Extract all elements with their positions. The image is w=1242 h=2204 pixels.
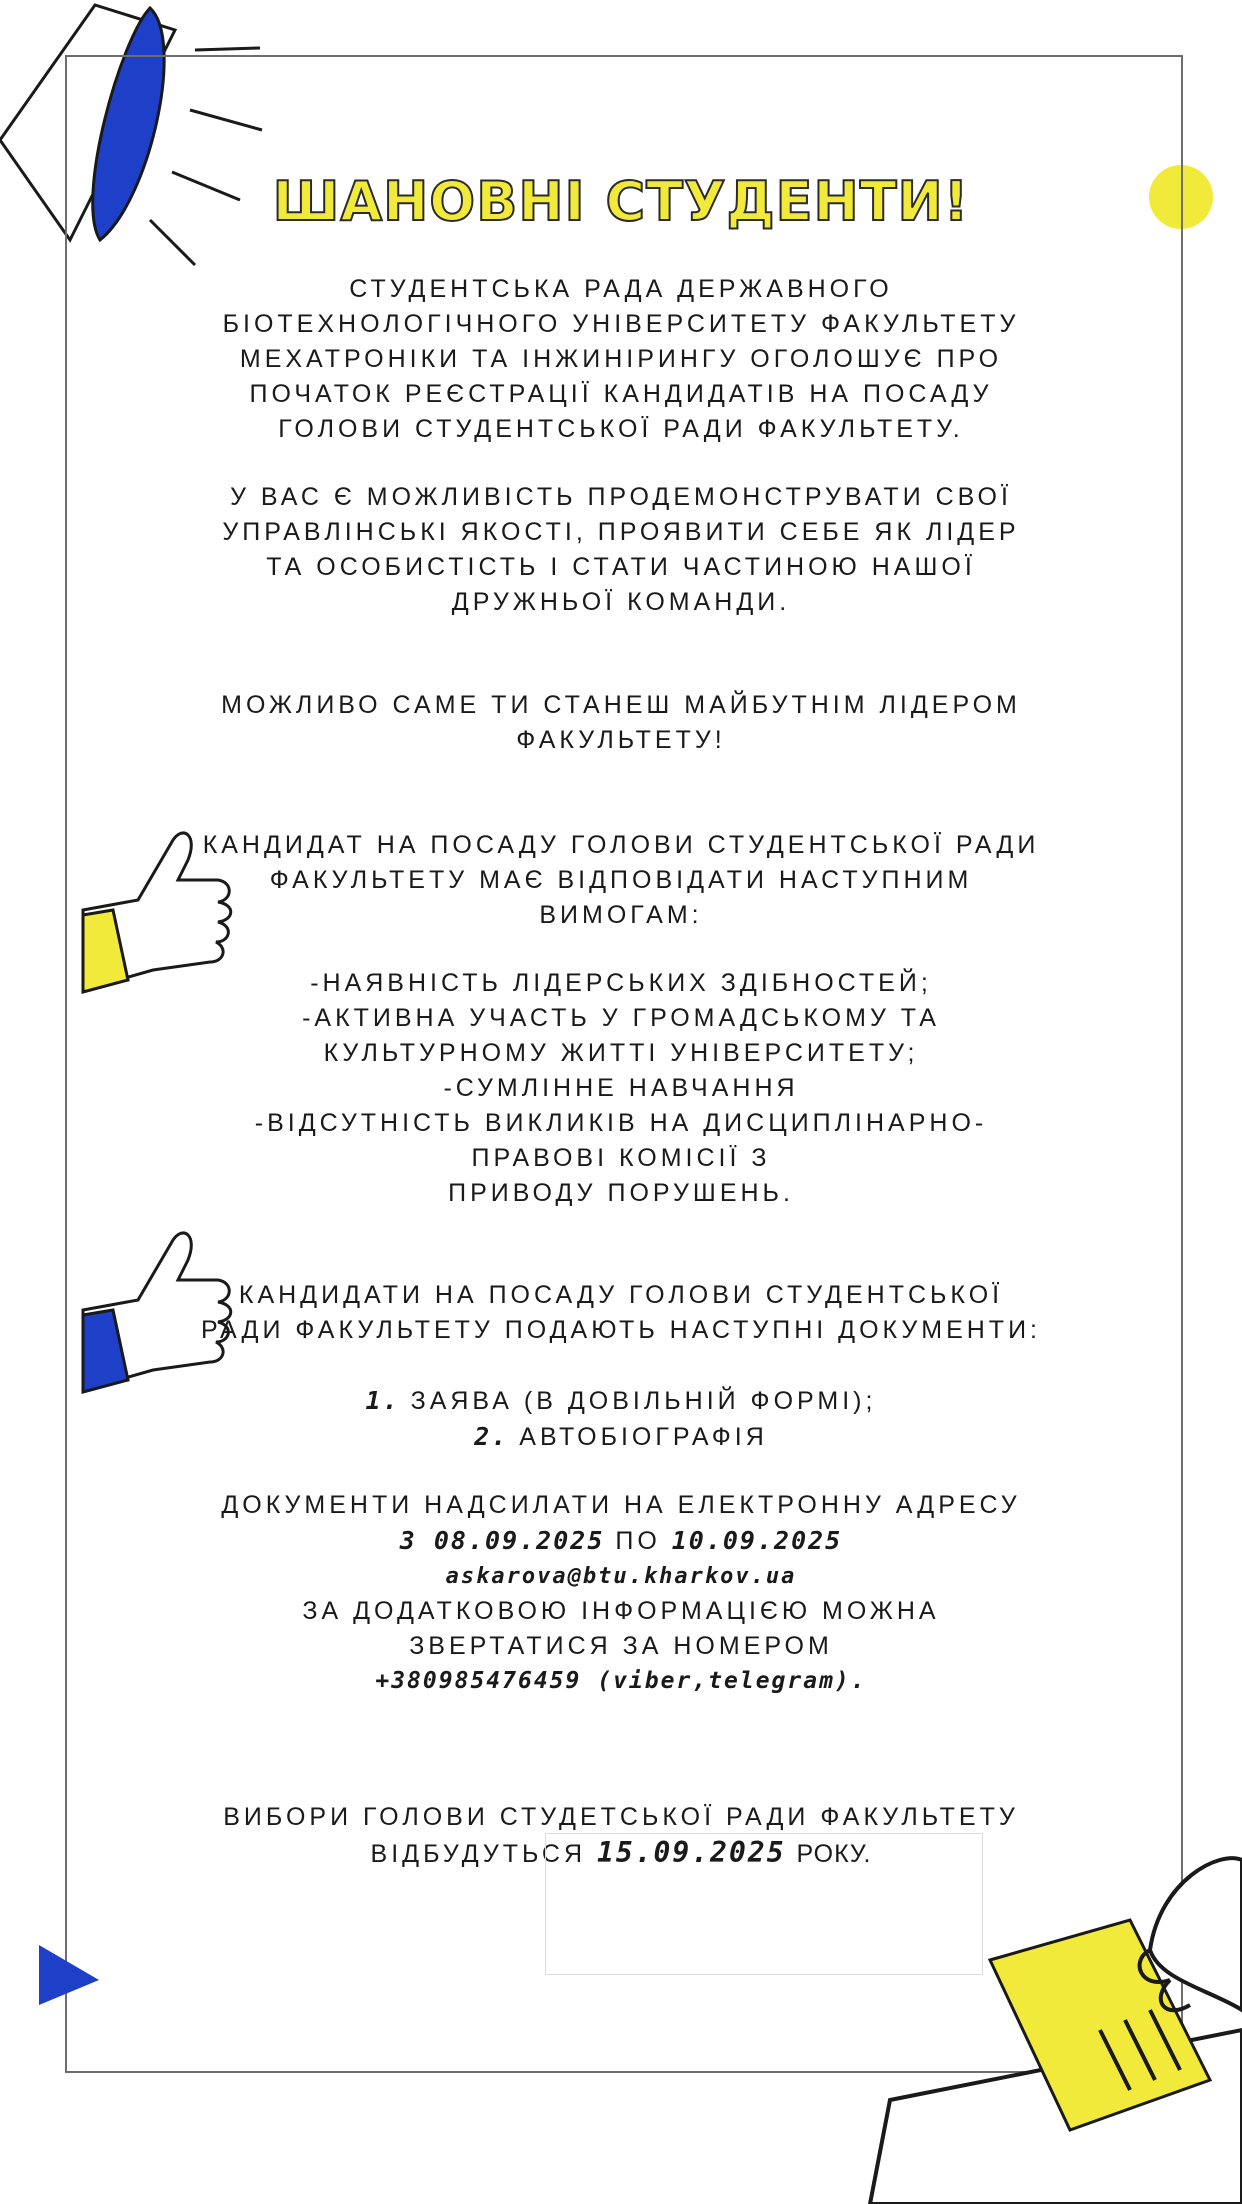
list-item — [180, 1383, 1062, 1419]
list-item: -АКТИВНА УЧАСТЬ У ГРОМАДСЬКОМУ ТА — [302, 1004, 940, 1032]
requirements-line: ФАКУЛЬТЕТУ МАЄ ВІДПОВІДАТИ НАСТУПНИМ — [269, 866, 973, 894]
requirements-line: КАНДИДАТ НА ПОСАДУ ГОЛОВИ СТУДЕНТСЬКОЇ РАДИ — [202, 831, 1040, 859]
date-box — [545, 1833, 983, 1975]
list-item: -НАЯВНІСТЬ ЛІДЕРСЬКИХ ЗДІБНОСТЕЙ; — [310, 969, 932, 997]
list-item: -СУМЛІННЕ НАВЧАННЯ — [443, 1074, 799, 1102]
list-item — [180, 1419, 1062, 1455]
elections-suffix: РОКУ. — [796, 1840, 872, 1868]
page-title: ШАНОВНІ СТУДЕНТИ! — [272, 170, 970, 233]
list-item: ПРАВОВІ КОМІСІЇ З — [471, 1144, 771, 1172]
list-text: АВТОБІОГРАФІЯ — [519, 1423, 768, 1451]
opportunity-text — [180, 480, 1062, 620]
leader-line: ФАКУЛЬТЕТУ! — [516, 726, 726, 754]
phone-number[interactable]: +380985476459 (viber,telegram). — [375, 1668, 867, 1694]
documents-line: РАДИ ФАКУЛЬТЕТУ ПОДАЮТЬ НАСТУПНІ ДОКУМЕНТИ: — [201, 1316, 1041, 1344]
requirements-list — [180, 966, 1062, 1211]
requirements-text — [180, 828, 1062, 933]
list-item: КУЛЬТУРНОМУ ЖИТТІ УНІВЕРСИТЕТУ; — [323, 1039, 919, 1067]
intro-text — [180, 272, 1062, 447]
submission-dates — [180, 1523, 1062, 1559]
leader-text — [180, 688, 1062, 758]
intro-line: ГОЛОВИ СТУДЕНТСЬКОЇ РАДИ ФАКУЛЬТЕТУ. — [278, 415, 964, 443]
opportunity-line: ТА ОСОБИСТІСТЬ І СТАТИ ЧАСТИНОЮ НАШОЇ — [266, 553, 976, 581]
intro-line: БІОТЕХНОЛОГІЧНОГО УНІВЕРСИТЕТУ ФАКУЛЬТЕТУ — [222, 310, 1020, 338]
list-number: 2. — [474, 1422, 509, 1451]
contacts-line: ДОКУМЕНТИ НАДСИЛАТИ НА ЕЛЕКТРОННУ АДРЕСУ — [221, 1491, 1021, 1519]
intro-line: МЕХАТРОНІКИ ТА ІНЖИНІРИНГУ ОГОЛОШУЄ ПРО — [239, 345, 1003, 373]
triangle-shape — [34, 1940, 104, 2010]
contacts-line: ЗВЕРТАТИСЯ ЗА НОМЕРОМ — [409, 1632, 833, 1660]
intro-line: ПОЧАТОК РЕЄСТРАЦІЇ КАНДИДАТІВ НА ПОСАДУ — [249, 380, 993, 408]
documents-line: КАНДИДАТИ НА ПОСАДУ ГОЛОВИ СТУДЕНТСЬКОЇ — [238, 1281, 1004, 1309]
opportunity-line: ДРУЖНЬОЇ КОМАНДИ. — [451, 588, 791, 616]
documents-text — [180, 1278, 1062, 1348]
documents-list — [180, 1383, 1062, 1455]
elections-line: ВИБОРИ ГОЛОВИ СТУДЕТСЬКОЇ РАДИ ФАКУЛЬТЕТУ — [223, 1803, 1019, 1831]
list-item: -ВІДСУТНІСТЬ ВИКЛИКІВ НА ДИСЦИПЛІНАРНО- — [254, 1109, 988, 1137]
opportunity-line: УПРАВЛІНСЬКІ ЯКОСТІ, ПРОЯВИТИ СЕБЕ ЯК ЛІДЕР — [222, 518, 1020, 546]
list-item: ПРИВОДУ ПОРУШЕНЬ. — [448, 1179, 794, 1207]
list-text: ЗАЯВА (В ДОВІЛЬНІЙ ФОРМІ); — [410, 1387, 877, 1415]
date-separator: ПО — [615, 1527, 661, 1555]
contacts-line: ЗА ДОДАТКОВОЮ ІНФОРМАЦІЄЮ МОЖНА — [302, 1597, 940, 1625]
opportunity-line: У ВАС Є МОЖЛИВІСТЬ ПРОДЕМОНСТРУВАТИ СВОЇ — [230, 483, 1012, 511]
intro-line: СТУДЕНТСЬКА РАДА ДЕРЖАВНОГО — [349, 275, 893, 303]
requirements-line: ВИМОГАМ: — [539, 901, 703, 929]
contacts-text — [180, 1488, 1062, 1699]
election-date: 15.09.2025 — [596, 1836, 786, 1869]
leader-line: МОЖЛИВО САМЕ ТИ СТАНЕШ МАЙБУТНІМ ЛІДЕРОМ — [221, 691, 1021, 719]
email-link[interactable]: askarova@btu.kharkov.ua — [445, 1564, 797, 1589]
list-number: 1. — [365, 1386, 400, 1415]
date-to: 10.09.2025 — [671, 1526, 843, 1555]
date-from: З 08.09.2025 — [399, 1526, 605, 1555]
elections-label: ВІДБУДУТЬСЯ — [370, 1840, 587, 1868]
